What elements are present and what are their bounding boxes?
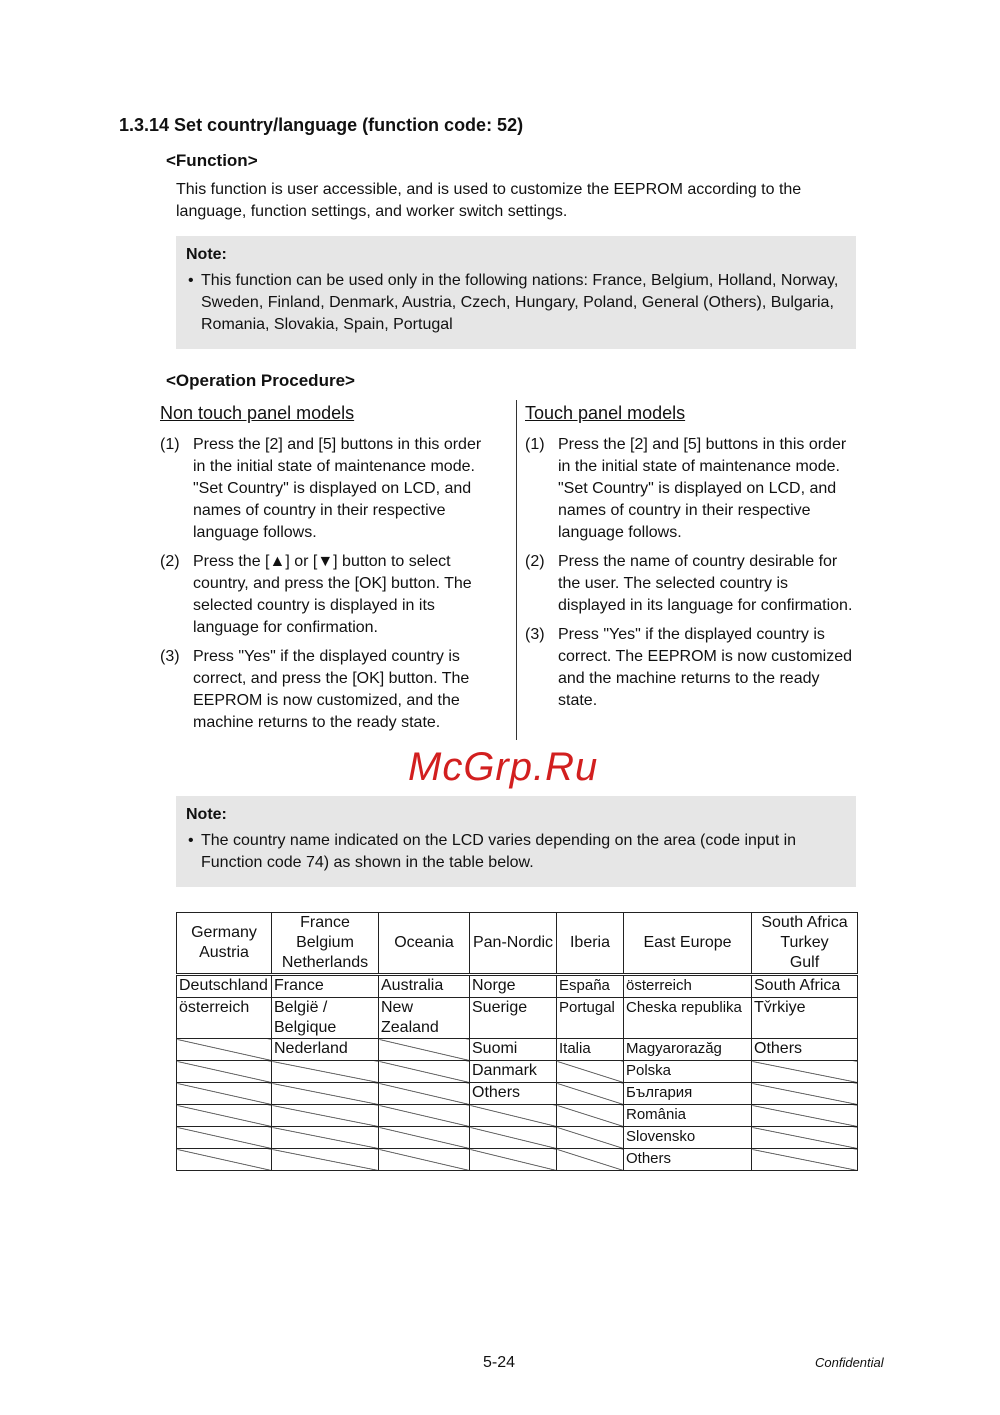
empty-cell — [177, 1105, 272, 1127]
table-cell: Slovensko — [624, 1127, 752, 1149]
procedure-step — [160, 551, 495, 639]
table-cell: Suomi — [470, 1039, 557, 1061]
step-text: Press the [▲] or [▼] button to select country, and press the [OK] button. The selected country is displayed in its language for confirmation. — [193, 553, 472, 636]
empty-cell — [470, 1127, 557, 1149]
table-header: East Europe — [624, 913, 752, 975]
table-cell: Others — [752, 1039, 858, 1061]
empty-cell — [272, 1083, 379, 1105]
table-row — [177, 1039, 858, 1061]
touch-column — [525, 403, 860, 719]
table-cell: Suerige — [470, 998, 557, 1039]
confidential-label: Confidential — [815, 1355, 884, 1370]
empty-cell — [379, 1105, 470, 1127]
step-number: (2) — [525, 553, 545, 570]
empty-cell — [752, 1061, 858, 1083]
empty-cell — [272, 1061, 379, 1083]
table-row — [177, 975, 858, 998]
table-cell: Portugal — [557, 998, 624, 1039]
table-cell: österreich — [624, 975, 752, 998]
table-row — [177, 1127, 858, 1149]
page-number: 5-24 — [483, 1354, 516, 1371]
procedure-heading: <Operation Procedure> — [166, 371, 355, 390]
procedure-step — [160, 434, 495, 544]
empty-cell — [272, 1127, 379, 1149]
table-cell: España — [557, 975, 624, 998]
empty-cell — [379, 1061, 470, 1083]
table-cell: France — [272, 975, 379, 998]
step-number: (2) — [160, 553, 180, 570]
note-box-1 — [176, 236, 856, 349]
step-text: Press the [2] and [5] buttons in this order in the initial state of maintenance mode. "Set Country" is displayed on LCD, and names of country in their respective language follows. — [558, 436, 847, 541]
table-header: Pan-Nordic — [470, 913, 557, 975]
function-heading: <Function> — [166, 151, 258, 170]
empty-cell — [752, 1083, 858, 1105]
empty-cell — [177, 1061, 272, 1083]
empty-cell — [557, 1127, 624, 1149]
table-header: Oceania — [379, 913, 470, 975]
column-heading: Non touch panel models — [160, 403, 355, 423]
watermark-logo: McGrp.Ru — [408, 745, 599, 789]
column-divider — [516, 400, 517, 740]
empty-cell — [557, 1149, 624, 1171]
empty-cell — [557, 1083, 624, 1105]
table-cell: österreich — [177, 998, 272, 1039]
empty-cell — [379, 1127, 470, 1149]
empty-cell — [379, 1039, 470, 1061]
step-number: (1) — [525, 436, 545, 453]
non-touch-column — [160, 403, 495, 741]
table-cell: Danmark — [470, 1061, 557, 1083]
step-text: Press the [2] and [5] buttons in this order in the initial state of maintenance mode. "Set Country" is displayed on LCD, and names of country in their respective language follows. — [193, 436, 482, 541]
table-cell: Australia — [379, 975, 470, 998]
table-cell: Cheska republika — [624, 998, 752, 1039]
table-cell: Deutschland — [177, 975, 272, 998]
table-header: Iberia — [557, 913, 624, 975]
procedure-step — [525, 434, 860, 544]
empty-cell — [177, 1083, 272, 1105]
empty-cell — [557, 1105, 624, 1127]
note-title: Note: — [186, 246, 227, 263]
empty-cell — [379, 1149, 470, 1171]
empty-cell — [177, 1127, 272, 1149]
function-text: This function is user accessible, and is used to customize the EEPROM according to the language, function settings, and worker switch settings. — [176, 181, 802, 220]
empty-cell — [752, 1105, 858, 1127]
table-row — [177, 1149, 858, 1171]
empty-cell — [177, 1039, 272, 1061]
procedure-step — [525, 624, 860, 712]
table-cell: Others — [470, 1083, 557, 1105]
note-box-2 — [176, 796, 856, 887]
note-bullet: • This function can be used only in the following nations: France, Belgium, Holland, Norway, Sweden, Finland, Denmark, Austria, Czech, Hungary, Poland, General (Others), Bulgaria, Romania, Slovakia, Spain, Portugal — [186, 270, 846, 336]
step-number: (3) — [160, 648, 180, 665]
table-cell: South Africa — [752, 975, 858, 998]
empty-cell — [752, 1127, 858, 1149]
table-cell: Nederland — [272, 1039, 379, 1061]
step-text: Press "Yes" if the displayed country is correct. The EEPROM is now customized and the machine returns to the ready state. — [558, 626, 853, 709]
table-row — [177, 1105, 858, 1127]
empty-cell — [470, 1105, 557, 1127]
table-cell: Italia — [557, 1039, 624, 1061]
table-header: Germany Austria — [177, 913, 272, 975]
table-header: South Africa Turkey Gulf — [752, 913, 858, 975]
table-cell: New Zealand — [379, 998, 470, 1039]
step-text: Press "Yes" if the displayed country is correct, and press the [OK] button. The EEPROM is now customized, and the machine returns to the ready state. — [193, 648, 470, 731]
procedure-step — [525, 551, 860, 617]
table-row — [177, 1083, 858, 1105]
country-table — [176, 912, 858, 1171]
table-cell: România — [624, 1105, 752, 1127]
table-cell: Tv̌rkiye — [752, 998, 858, 1039]
section-title: 1.3.14 Set country/language (function code: 52) — [119, 115, 524, 135]
table-cell: Others — [624, 1149, 752, 1171]
step-text: Press the name of country desirable for the user. The selected country is displayed in its language for confirmation. — [558, 553, 853, 614]
column-heading: Touch panel models — [525, 403, 686, 423]
procedure-step — [160, 646, 495, 734]
empty-cell — [379, 1083, 470, 1105]
table-cell: България — [624, 1083, 752, 1105]
empty-cell — [470, 1149, 557, 1171]
empty-cell — [272, 1149, 379, 1171]
table-cell: Polska — [624, 1061, 752, 1083]
table-header: France Belgium Netherlands — [272, 913, 379, 975]
note-bullet: • The country name indicated on the LCD varies depending on the area (code input in Function code 74) as shown in the table below. — [186, 830, 846, 874]
step-number: (3) — [525, 626, 545, 643]
table-cell: België / Belgique — [272, 998, 379, 1039]
step-number: (1) — [160, 436, 180, 453]
empty-cell — [557, 1061, 624, 1083]
table-cell: Magyarorazăg — [624, 1039, 752, 1061]
empty-cell — [752, 1149, 858, 1171]
empty-cell — [272, 1105, 379, 1127]
table-row — [177, 1061, 858, 1083]
note-title: Note: — [186, 806, 227, 823]
table-cell: Norge — [470, 975, 557, 998]
table-row — [177, 998, 858, 1039]
empty-cell — [177, 1149, 272, 1171]
